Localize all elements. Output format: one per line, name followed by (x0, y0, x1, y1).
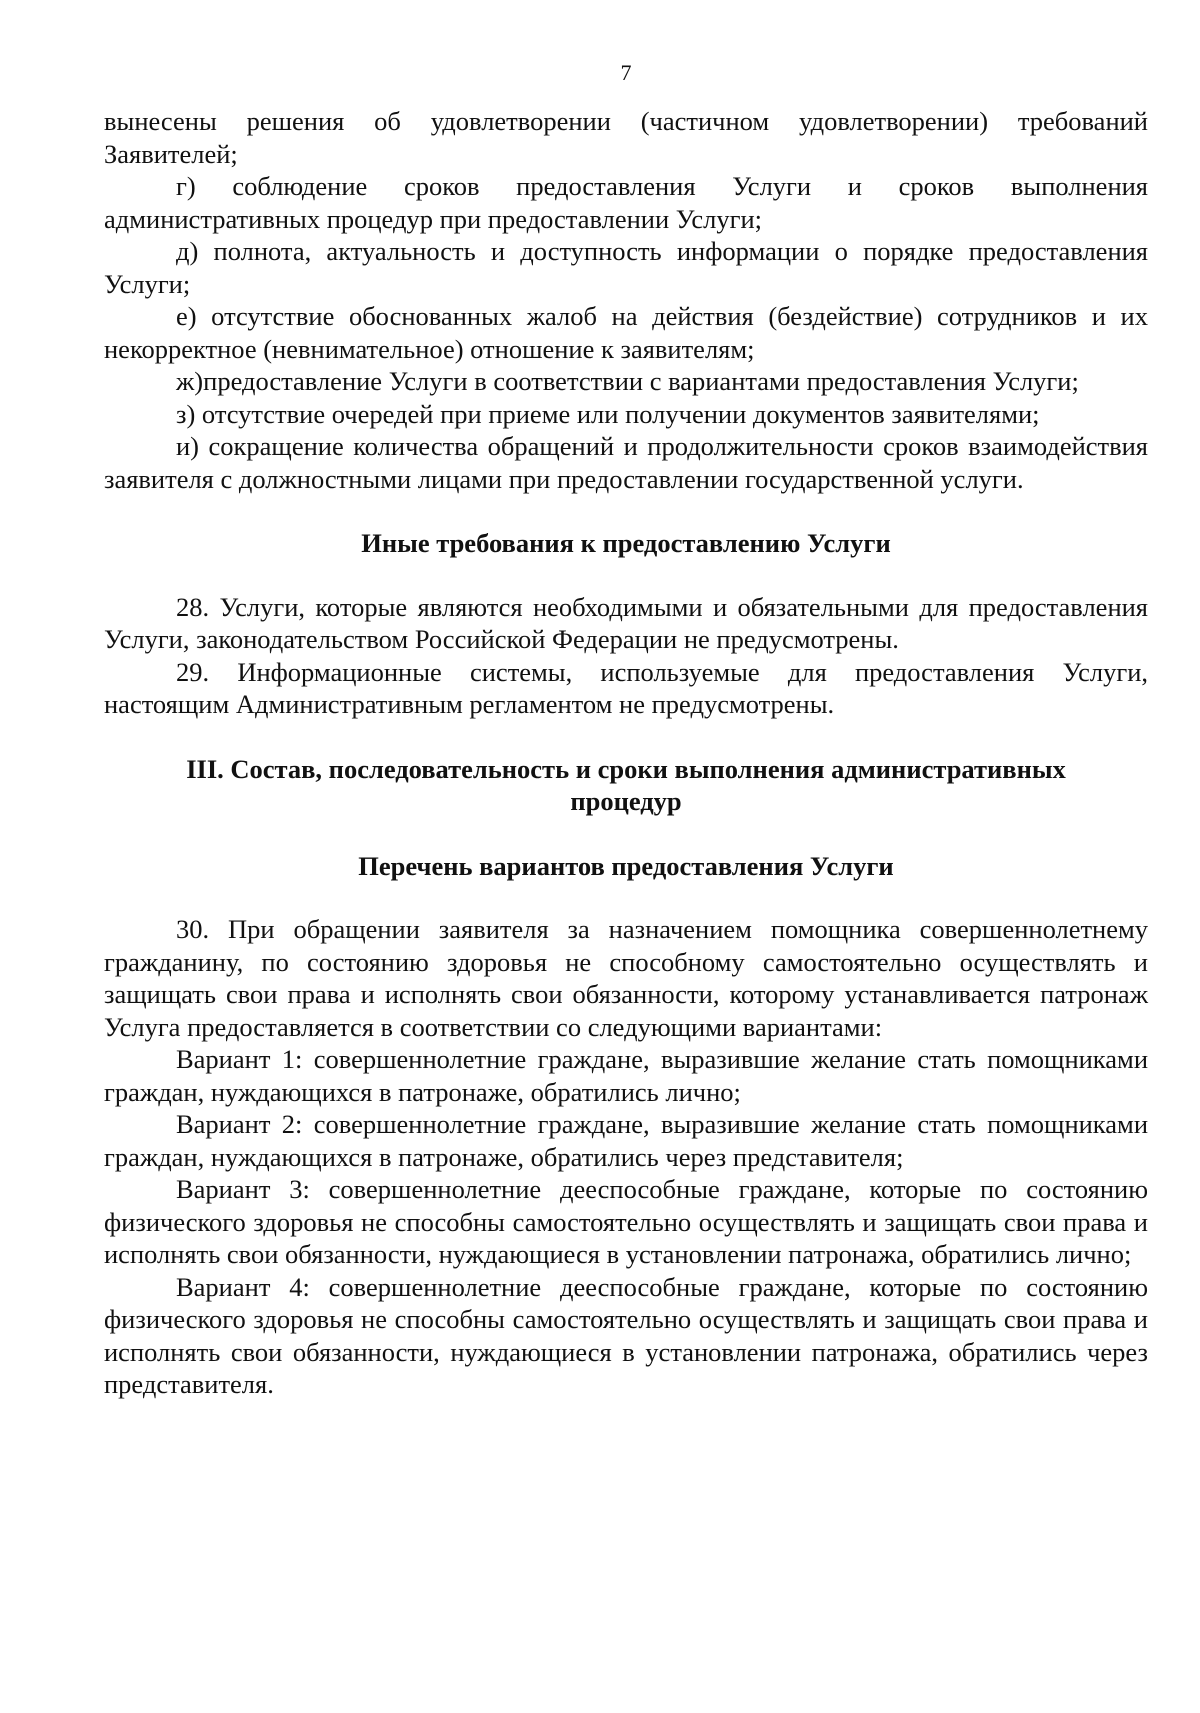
paragraph-variant-1: Вариант 1: совершеннолетние граждане, выразившие желание стать помощниками граждан, нуждающихся в патронаже, обратились лично; (104, 1044, 1148, 1107)
heading-variants-list: Перечень вариантов предоставления Услуги (358, 850, 894, 881)
paragraph-29: 29. Информационные системы, используемые для предоставления Услуги, настоящим Административным регламентом не предусмотрены. (104, 656, 1148, 719)
paragraph-item-i: и) сокращение количества обращений и продолжительности сроков взаимодействия заявителя с должностными лицами при предоставлении государственной услуги. (104, 431, 1148, 494)
document-page (104, 60, 1148, 1401)
heading-other-requirements: Иные требования к предоставлению Услуги (361, 528, 891, 558)
spacer (104, 721, 1148, 753)
paragraph-item-z: з) отсутствие очередей при приеме или получении документов заявителями; (176, 398, 1040, 429)
paragraph-variant-4: Вариант 4: совершеннолетние дееспособные граждане, которые по состоянию физического здоровья не способны самостоятельно осуществлять и защищать свои права и исполнять свои обязанности, нуждающиеся в установлении патронажа, обратились через представителя. (104, 1271, 1148, 1399)
paragraph-28: 28. Услуги, которые являются необходимыми и обязательными для предоставления Услуги, законодательством Российской Федерации не предусмотрены. (104, 591, 1148, 654)
paragraph-item-d: д) полнота, актуальность и доступность информации о порядке предоставления Услуги; (104, 236, 1148, 299)
heading-section-iii (104, 753, 1148, 818)
spacer (104, 495, 1148, 527)
spacer (104, 882, 1148, 913)
heading-section-iii-line2: процедур (570, 786, 682, 816)
spacer (104, 560, 1148, 591)
paragraph-variant-3: Вариант 3: совершеннолетние дееспособные граждане, которые по состоянию физического здоровья не способны самостоятельно осуществлять и защищать свои права и исполнять свои обязанности, нуждающиеся в установлении патронажа, обратились лично; (104, 1174, 1148, 1269)
paragraph-item-g: г) соблюдение сроков предоставления Услуги и сроков выполнения административных процедур при предоставлении Услуги; (104, 171, 1148, 234)
paragraph-item-zh: ж)предоставление Услуги в соответствии с вариантами предоставления Услуги; (176, 366, 1079, 396)
paragraph-claims-satisfied: вынесены решения об удовлетворении (частичном удовлетворении) требований Заявителей; (104, 106, 1148, 169)
paragraph-30: 30. При обращении заявителя за назначением помощника совершеннолетнему гражданину, по состоянию здоровья не способному самостоятельно осуществлять и защищать свои права и исполнять свои обязанности, которому устанавливается патронаж Услуга предоставляется в соответствии со следующими вариантами: (104, 914, 1148, 1042)
paragraph-item-e: е) отсутствие обоснованных жалоб на действия (бездействие) сотрудников и их некорректное (невнимательное) отношение к заявителям; (104, 301, 1148, 364)
page-number: 7 (620, 60, 632, 85)
paragraph-variant-2: Вариант 2: совершеннолетние граждане, выразившие желание стать помощниками граждан, нуждающихся в патронаже, обратились через представителя; (104, 1109, 1148, 1172)
spacer (104, 818, 1148, 850)
heading-section-iii-line1: III. Состав, последовательность и сроки выполнения административных (186, 753, 1066, 784)
